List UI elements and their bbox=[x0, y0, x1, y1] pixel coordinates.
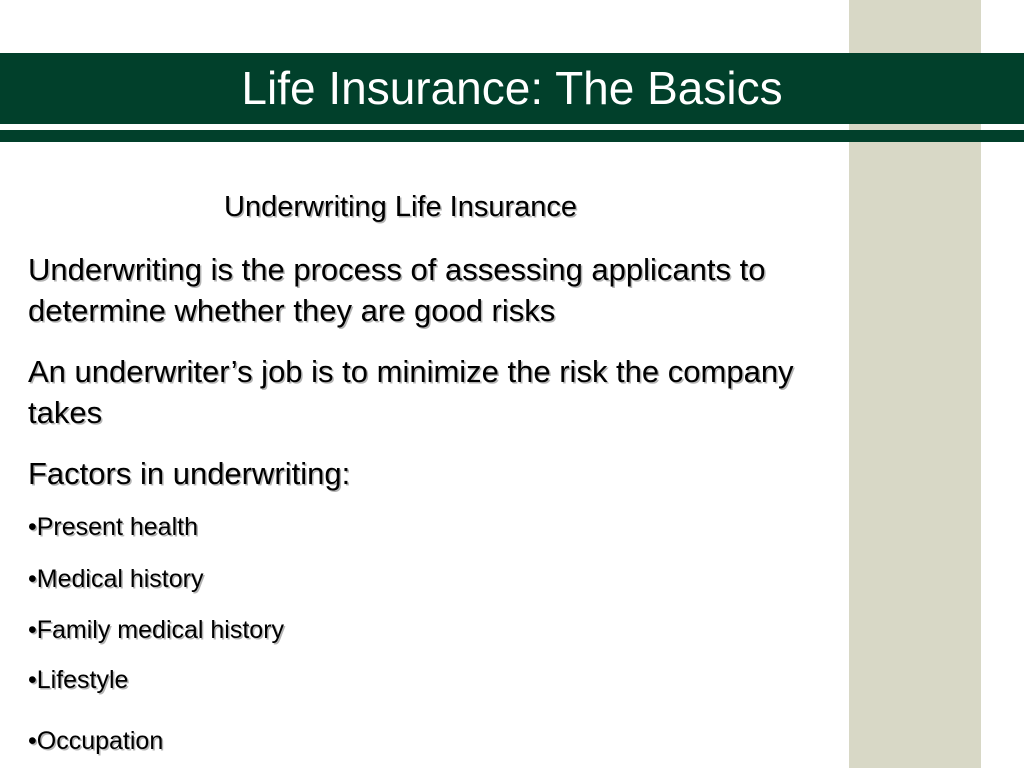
bullet-lifestyle: •Lifestyle bbox=[28, 666, 129, 694]
slide-title: Life Insurance: The Basics bbox=[241, 62, 783, 114]
section-heading: Underwriting Life Insurance bbox=[224, 191, 578, 223]
bullet-medical-history: •Medical history bbox=[28, 565, 204, 593]
title-underline-rule bbox=[0, 130, 1024, 142]
bullet-family-medical-history: •Family medical history bbox=[28, 616, 285, 644]
body-paragraph-underwriter-job: An underwriter’s job is to minimize the risk the company takes bbox=[28, 354, 794, 430]
body-paragraph-definition: Underwriting is the process of assessing applicants to determine whether they are good risks bbox=[28, 252, 766, 328]
bullet-occupation: •Occupation bbox=[28, 727, 164, 755]
bullet-present-health: •Present health bbox=[28, 513, 198, 541]
body-paragraph-factors-heading: Factors in underwriting: bbox=[28, 456, 351, 491]
